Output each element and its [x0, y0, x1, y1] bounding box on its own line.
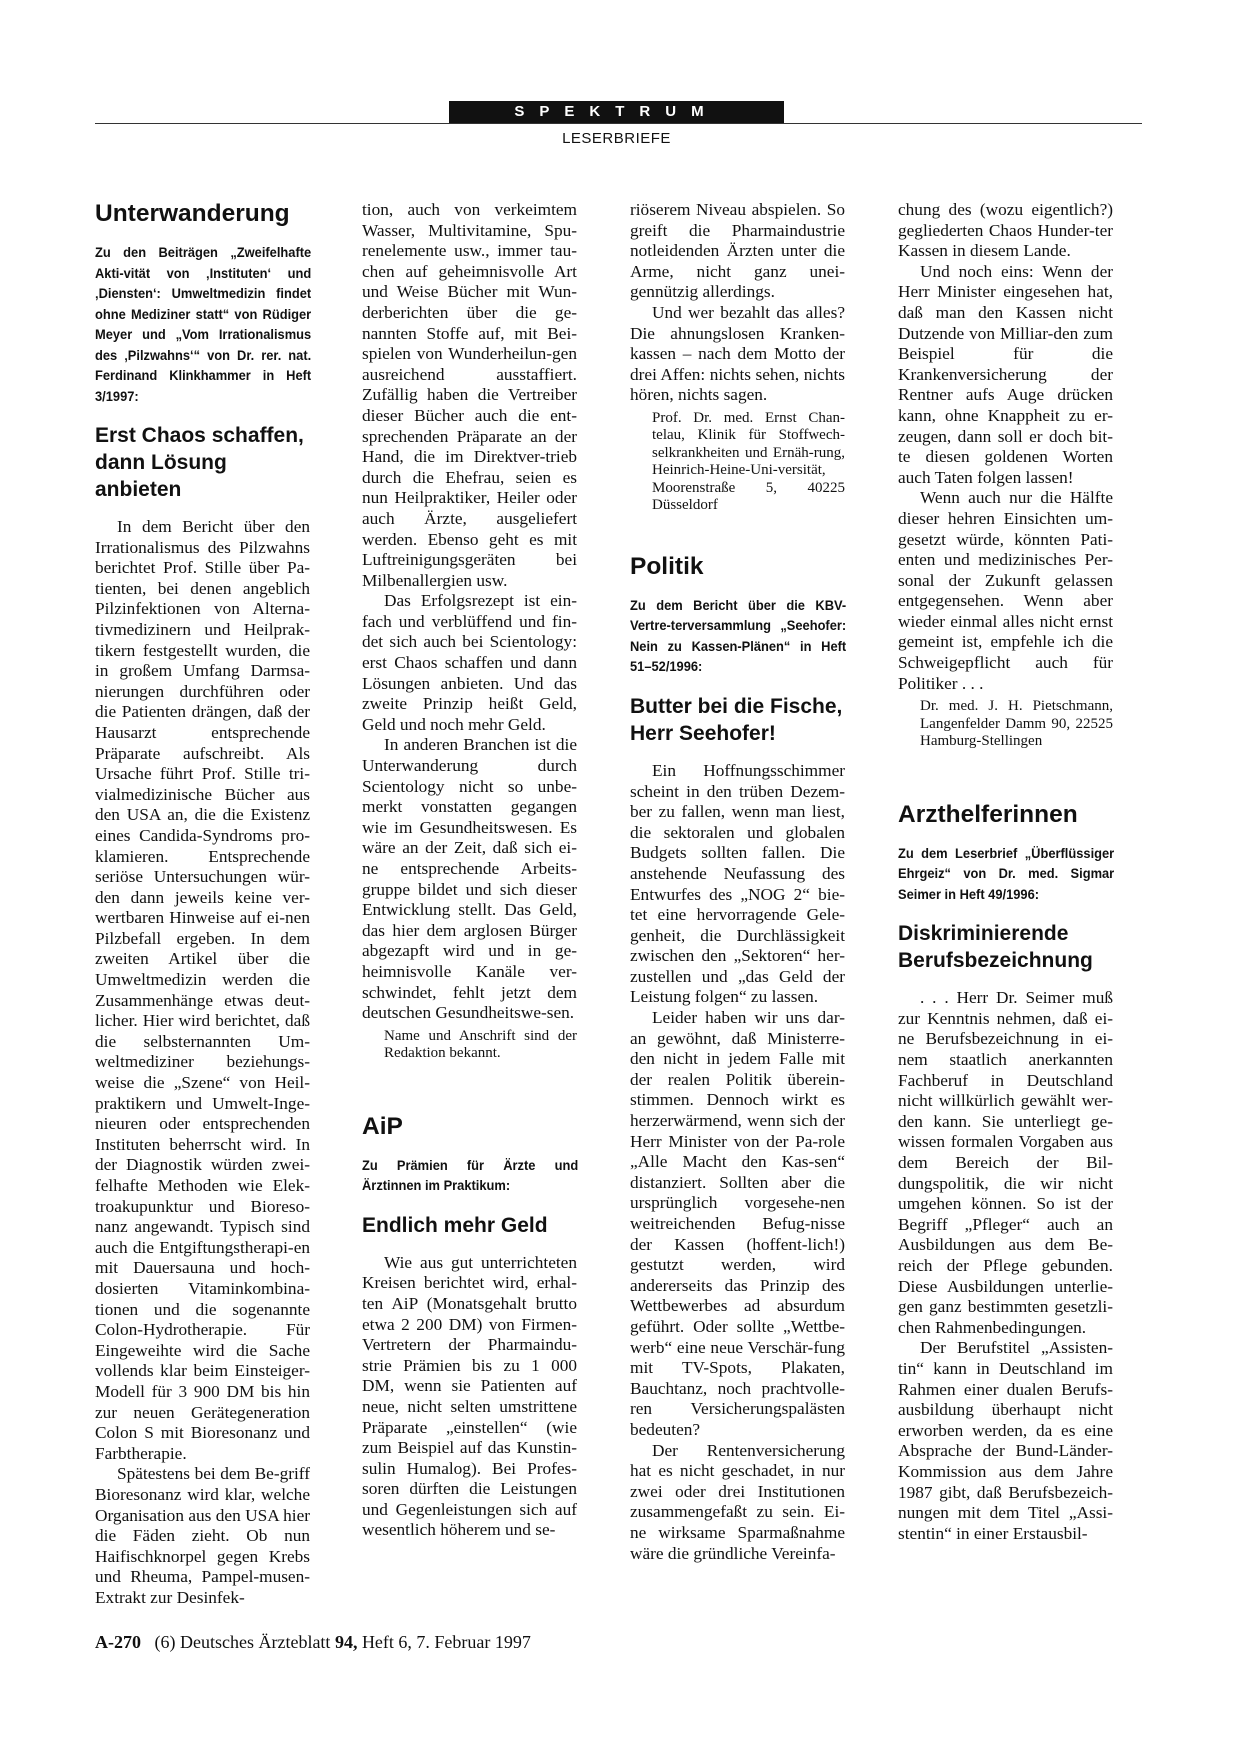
subsection-title: LESERBRIEFE — [562, 130, 671, 147]
paragraph: Leider haben wir uns dar-an gewöhnt, daß Ministerre-den nicht in jedem Falle mit der realen Politik überein-stimmen. Dennoch wirkt es herzerwärmend, wenn sich der Herr Minister von der Pa-role „Alle Macht den Kas-sen“ distanziert. Sollten aber die ursprünglich vorgesehe-nen weitreichenden Befug-nisse der Kassen (hoffent-lich!) gestutzt werden, wird andererseits das Prinzip des Wettbewerbes ad absurdum geführt. Oder sollte „Wettbe-werb“ eine neue Verschär-fung mit TV-Spots, Plakaten, Bauchtanz, noch prachtvolle-ren Versicherungspalästen bedeuten? — [630, 1008, 845, 1439]
letter-intro: Zu dem Leserbrief „Überflüssiger Ehrgeiz“ von Dr. med. Sigmar Seimer in Heft 49/1996: — [898, 844, 1115, 902]
letter-subheading: Endlich mehr Geld — [362, 1213, 548, 1237]
letter-heading: Arzthelferinnen — [898, 800, 1078, 828]
paragraph: tion, auch von verkeimtem Wasser, Multivitamine, Spu-renelemente usw., immer tau-chen auf geheimnisvolle Art und Weise Bücher mit Wun-derberichten über die ge-nannten Stoffe auf, mit Bei-spielen von Wunderheilun-gen ausreichend ausstaffiert. Zufällig haben die Vertreiber dieser Bücher auch die ent-sprechenden Präparate an der Hand, die im Direktver-trieb durch die Ehefrau, seien es nun Heilpraktiker, Heiler oder auch Ärzte, ausgeliefert werden. Ebenso geht es mit Luftreinigungsgeräten bei Milbenallergien usw. — [362, 200, 577, 590]
paragraph: In anderen Branchen ist die Unterwanderung durch Scientology nicht so unbe-merkt vonstatten gegangen wie im Gesundheitswesen. Es wäre an der Zeit, daß sich ei-ne entsprechende Arbeits-gruppe bildet und sich dieser Entwicklung stellt. Das Geld, das hier dem arglosen Bürger abgezapft wird und in ge-heimnisvolle Kanäle ver-schwindet, fehlt jetzt dem deutschen Gesundheitswe-sen. — [362, 735, 577, 1023]
paragraph: Das Erfolgsrezept ist ein-fach und verblüffend und fin-det sich auch bei Scientology: erst Chaos schaffen und dann Lösungen anbieten. Und das zweite Prinzip heißt Geld, Geld und noch mehr Geld. — [362, 591, 577, 734]
signature: Name und Anschrift sind der Redaktion bekannt. — [384, 1027, 577, 1062]
paragraph: In dem Bericht über den Irrationalismus des Pilzwahns berichtet Prof. Stille über Pa-tienten, bei denen angeblich Pilzinfektionen von Alterna-tivmedizinern und Heilprak-tikern festgestellt wurden, die in großem Umfang Darmsa-nierungen durchführen oder die Patienten drängen, daß der Hausarzt entsprechende Präparate aufschreibt. Als Ursache führt Prof. Stille tri-vialmedizinische Bücher aus den USA an, die die Existenz eines Candida-Syndroms pro-klamieren. Entsprechende seriöse Untersuchungen wür-den dann jeweils keine ver-wertbaren Hinweise auf ei-nen Pilzbefall ergeben. In dem zweiten Artikel über die Umweltmedizin werden die Zusammenhänge etwas deut-licher. Hier wird berichtet, daß die selbsternannten Um-weltmediziner beziehungs-weise die „Szene“ von Heil-praktikern und Umwelt-Inge-nieuren oder entsprechenden Instituten beherrscht wird. In der Diagnostik würden zwei-felhafte Methoden wie Elek-troakupunktur und Bioreso-nanz angewandt. Typisch sind auch die Entgiftungstherapi-en mit Dauersauna und hoch-dosierten Vitaminkombina-tionen und die sogenannte Colon-Hydrotherapie. Für Eingeweihte wird die Sache vollends klar beim Einsteiger-Modell für 3 900 DM bis hin zur neuen Gerätegeneration Colon S mit Bioresonanz und Farbtherapie. — [95, 517, 310, 1463]
paragraph: chung des (wozu eigentlich?) gegliederten Chaos Hunder-ter Kassen in diesem Lande. — [898, 200, 1113, 261]
letter-intro: Zu dem Bericht über die KBV-Vertre-terversammlung „Seehofer: Nein zu Kassen-Plänen“ in Heft 51–52/1996: — [630, 596, 847, 675]
column-2 — [362, 200, 577, 1541]
column-4 — [898, 200, 1113, 1544]
signature: Prof. Dr. med. Ernst Chan-telau, Klinik für Stoffwech-selkrankheiten und Ernäh-rung, Heinrich-Heine-Uni-versität, Moorenstraße 5, 40225 Düsseldorf — [652, 409, 845, 514]
letter-heading: Politik — [630, 552, 704, 580]
section-title: SPEKTRUM — [449, 101, 784, 123]
letter-heading: Unterwanderung — [95, 200, 290, 227]
masthead — [0, 0, 1240, 160]
paragraph: Spätestens bei dem Be-griff Bioresonanz wird klar, welche Organisation aus den USA hier die Fäden zieht. Ob nun Haifischknorpel gegen Krebs und Rheuma, Pampel-musen-Extrakt zur Desinfek- — [95, 1464, 310, 1607]
letter-intro: Zu den Beiträgen „Zweifelhafte Akti-vität von ‚Instituten‘ und ‚Diensten‘: Umweltmedizin findet ohne Mediziner statt“ von Rüdiger Meyer und „Vom Irrationalismus des ‚Pilzwahns‘“ von Dr. rer. nat. Ferdinand Klinkhammer in Heft 3/1997: — [95, 244, 312, 404]
paragraph: Wenn auch nur die Hälfte dieser hehren Einsichten um-gesetzt würde, könnten Pati-enten und medizinisches Per-sonal der Zukunft gelassen entgegensehen. Wenn aber wieder einmal alles nicht ernst gemeint ist, empfehle ich die Schweigepflicht auch für Politiker . . . — [898, 488, 1113, 693]
paragraph: Und noch eins: Wenn der Herr Minister eingesehen hat, daß man den Kassen nicht Dutzende von Milliar-den zum Beispiel für die Krankenversicherung der Rentner aufs Auge drücken kann, ohne Knappheit zu er-zeugen, dann soll er doch bit-te diesen goldenen Worten auch Taten folgen lassen! — [898, 261, 1113, 487]
letter-subheading: Butter bei die Fische, Herr Seehofer! — [630, 694, 843, 745]
paragraph: . . . Herr Dr. Seimer muß zur Kenntnis nehmen, daß ei-ne Berufsbezeichnung in ei-nem staatlich anerkannten Fachberuf in Deutschland nicht willkürlich gewählt wer-den kann. Sie unterliegt ge-wissen formalen Vorgaben aus dem Bereich der Bil-dungspolitik, die wir nicht umgehen können. So ist der Begriff „Pfleger“ auch an Ausbildungen aus dem Be-reich der Pflege gebunden. Diese Ausbildungen unterlie-gen ganz bestimmten gesetzli-chen Rahmenbedingungen. — [898, 988, 1113, 1337]
paragraph: Wie aus gut unterrichteten Kreisen berichtet wird, erhal-ten AiP (Monatsgehalt brutto etwa 2 200 DM) von Firmen-Vertretern der Pharmaindu-strie Prämien bis zu 1 000 DM, wenn sie Patienten auf neue, nicht selten umstrittene Präparate „einstellen“ (wie zum Beispiel auf das Kunstin-sulin Humalog). Bei Profes-soren dürften die Leistungen und Gegenleistungen sich auf wesentlich höherem und se- — [362, 1252, 577, 1540]
page-number: A-270 — [95, 1632, 141, 1652]
letter-heading: AiP — [362, 1112, 403, 1140]
signature: Dr. med. J. H. Pietschmann, Langenfelder Damm 90, 22525 Hamburg-Stellingen — [920, 698, 1113, 750]
volume-number: 94, — [334, 1632, 358, 1652]
paragraph: Ein Hoffnungsschimmer scheint in den trüben Dezem-ber zu fallen, wenn man liest, die sektoralen und globalen Budgets sollten fallen. Die anstehende Neufassung des Entwurfes des „NOG 2“ bie-tet eine hervorragende Gele-genheit, die Durchlässigkeit zwischen den „Sektoren“ her-zustellen und „das Geld der Leistung folgen“ zu lassen. — [630, 760, 845, 1007]
column-3 — [630, 200, 845, 1564]
letter-subheading: Diskriminierende Berufsbezeichnung — [898, 922, 1093, 973]
page-footer — [95, 1632, 531, 1653]
citation-suffix: Heft 6, 7. Februar 1997 — [357, 1632, 531, 1652]
letter-intro: Zu Prämien für Ärzte und Ärztinnen im Praktikum: — [362, 1156, 579, 1194]
paragraph: riöserem Niveau abspielen. So greift die Pharmaindustrie notleidenden Ärzten unter die Arme, nicht ganz unei-gennützig allerdings. — [630, 200, 845, 302]
header-rule — [95, 123, 1142, 124]
paragraph: Der Berufstitel „Assisten-tin“ kann in Deutschland im Rahmen einer dualen Berufs-ausbildung überhaupt nicht erworben werden, da es eine Absprache der Bund-Länder-Kommission aus dem Jahre 1987 gibt, daß Berufsbezeich-nungen mit dem Titel „Assi-stentin“ in einer Erstausbil- — [898, 1338, 1113, 1543]
citation-prefix: (6) Deutsches Ärzteblatt — [154, 1632, 335, 1652]
letter-subheading: Erst Chaos schaffen, dann Lösung anbieten — [95, 424, 304, 501]
paragraph: Der Rentenversicherung hat es nicht geschadet, in nur zwei oder drei Institutionen zusammengefaßt zu sein. Ei-ne wirksame Sparmaßnahme wäre die gründliche Vereinfa- — [630, 1440, 845, 1563]
column-1 — [95, 200, 310, 1608]
paragraph: Und wer bezahlt das alles? Die ahnungslosen Kranken-kassen – nach dem Motto der drei Affen: nichts sehen, nichts hören, nichts sagen. — [630, 302, 845, 405]
